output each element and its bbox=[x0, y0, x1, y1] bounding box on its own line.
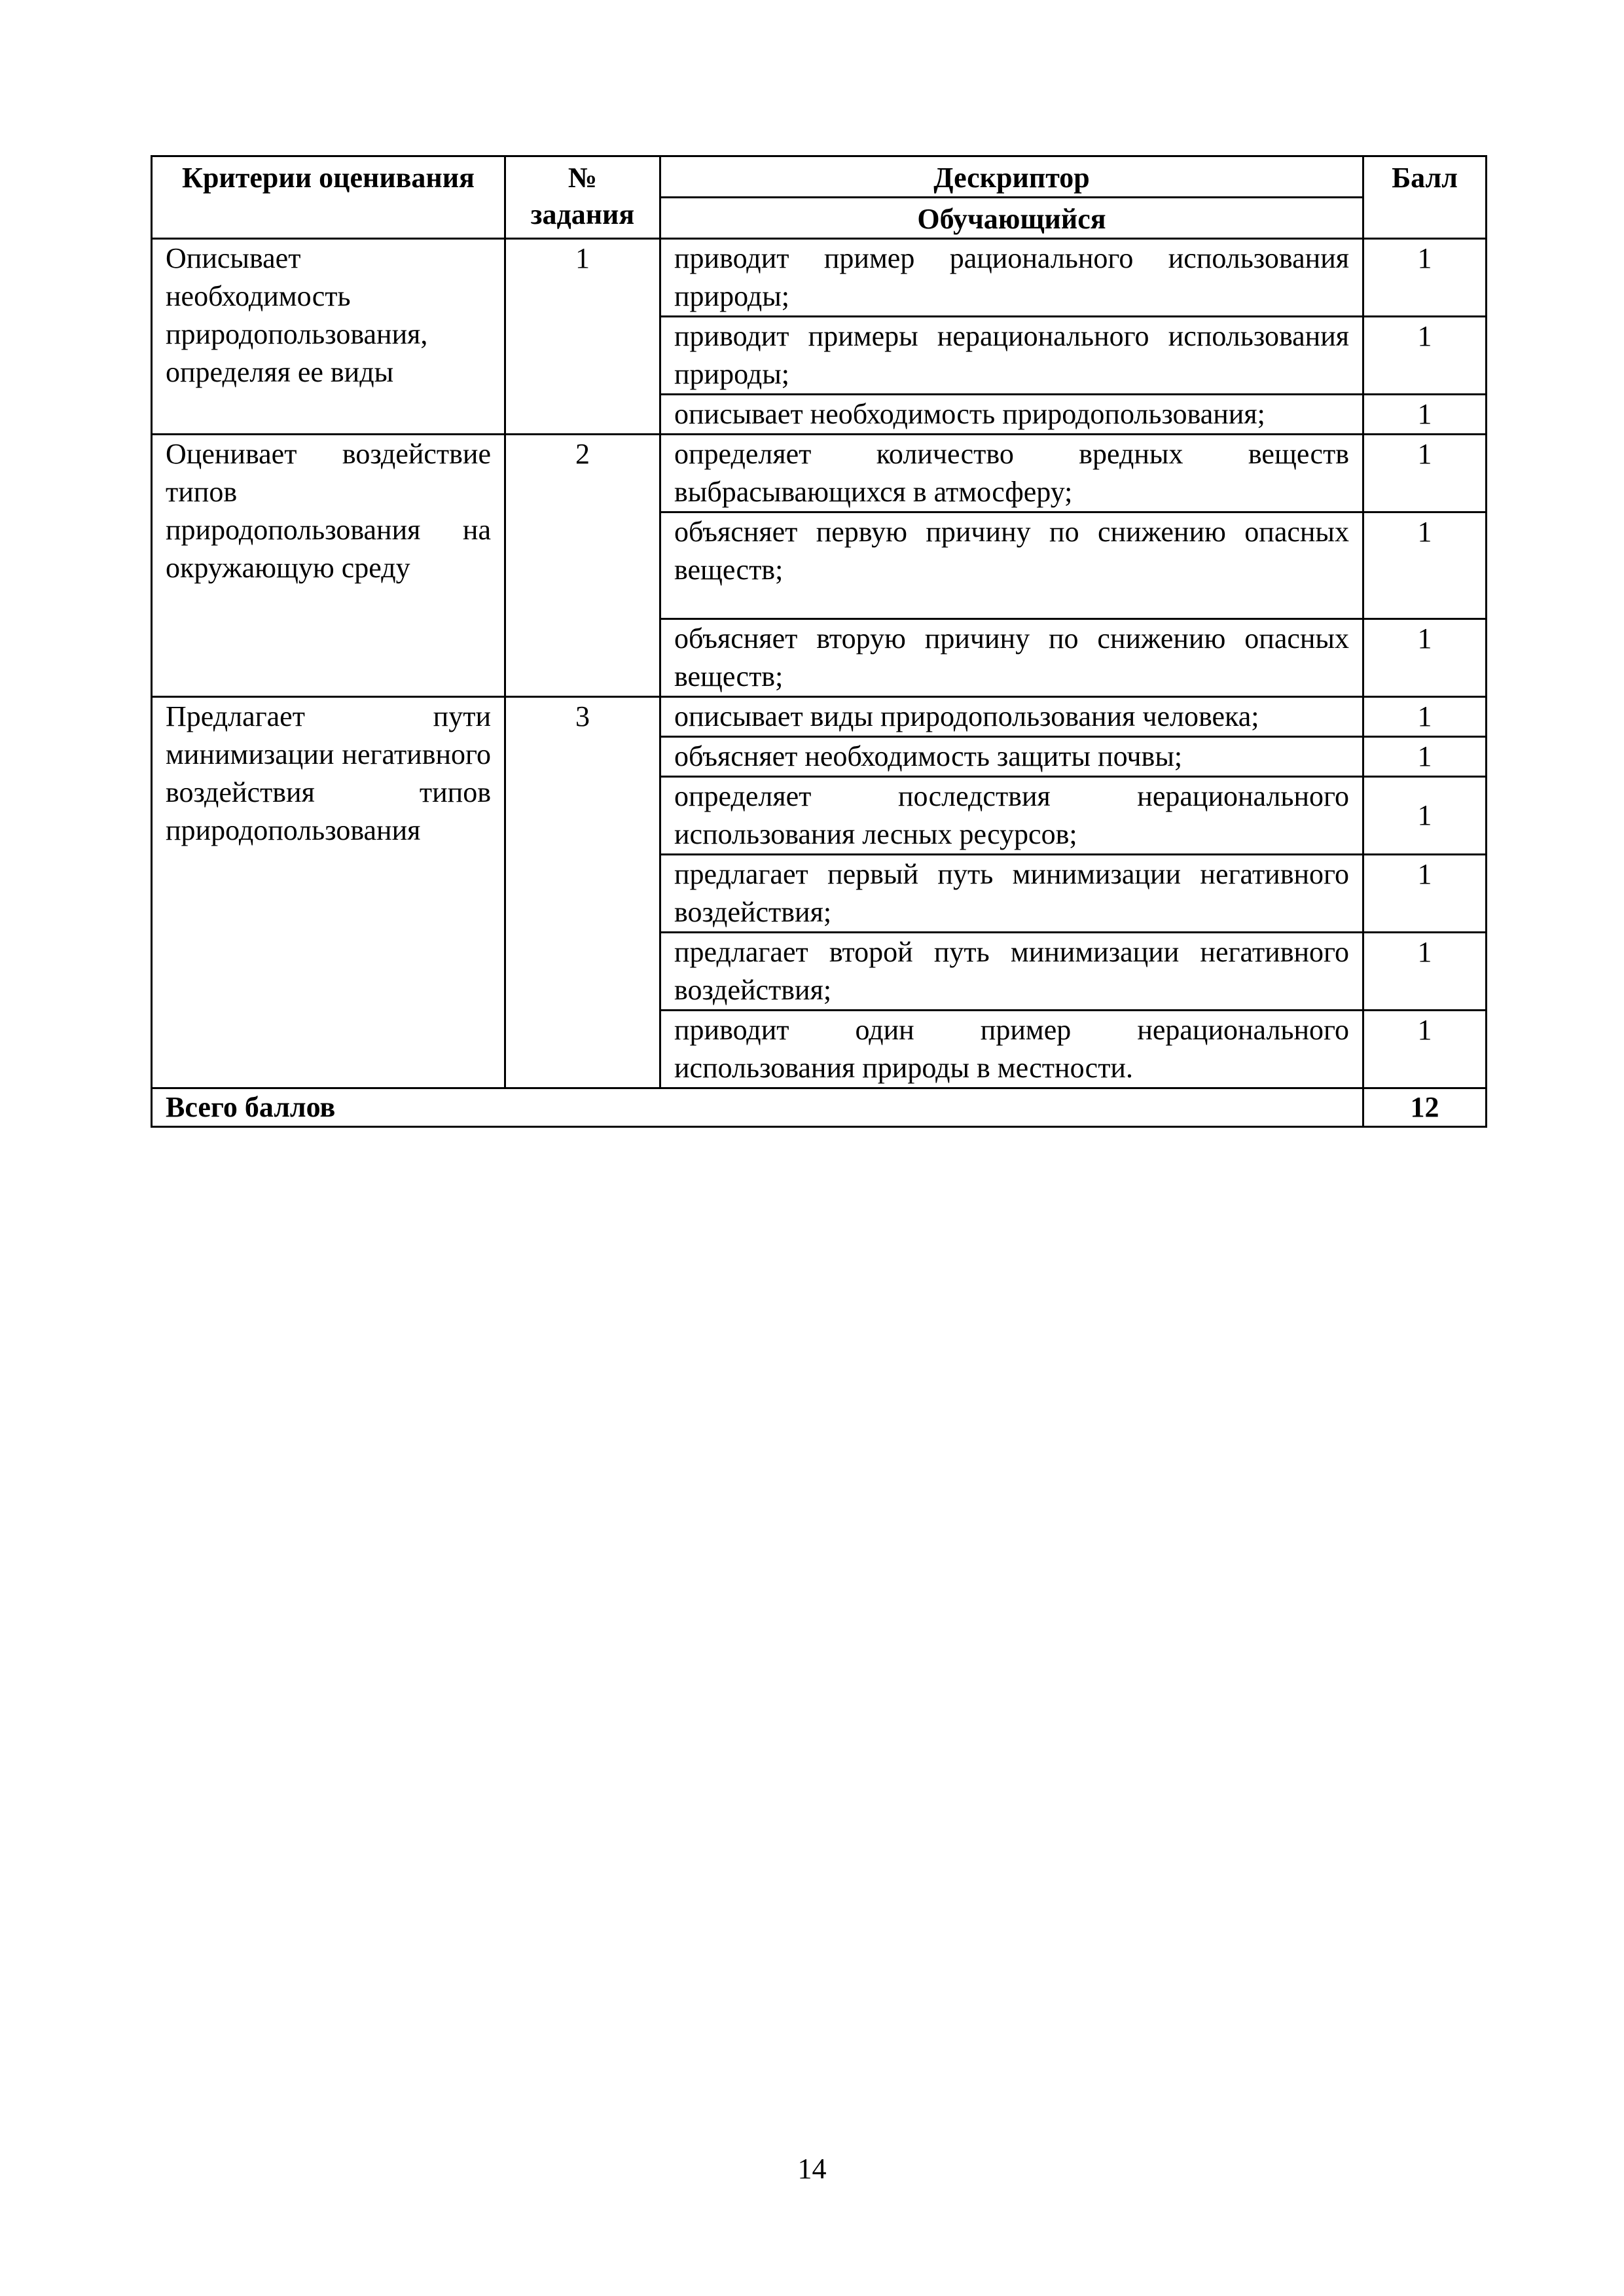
header-task-number: № задания bbox=[505, 156, 660, 239]
header-points: Балл bbox=[1363, 156, 1487, 239]
points-cell: 1 bbox=[1363, 239, 1487, 317]
header-student: Обучающийся bbox=[660, 198, 1363, 239]
table-row bbox=[152, 239, 1487, 317]
criterion-cell: Оценивает воздействие типов природопользования на окружающую среду bbox=[152, 435, 505, 697]
descriptor-cell: приводит примеры нерационального использования природы; bbox=[660, 317, 1363, 395]
header-criteria: Критерии оценивания bbox=[152, 156, 505, 239]
task-number-cell: 1 bbox=[505, 239, 660, 435]
points-cell: 1 bbox=[1363, 435, 1487, 512]
descriptor-cell: объясняет вторую причину по снижению опасных веществ; bbox=[660, 619, 1363, 697]
points-cell: 1 bbox=[1363, 512, 1487, 619]
points-cell: 1 bbox=[1363, 737, 1487, 777]
descriptor-cell: приводит пример рационального использования природы; bbox=[660, 239, 1363, 317]
table-row bbox=[152, 697, 1487, 737]
points-cell: 1 bbox=[1363, 317, 1487, 395]
table-row bbox=[152, 435, 1487, 512]
total-row bbox=[152, 1088, 1487, 1127]
table-header-row bbox=[152, 156, 1487, 198]
task-number-cell: 3 bbox=[505, 697, 660, 1088]
assessment-rubric-table bbox=[151, 155, 1487, 1128]
descriptor-cell: предлагает второй путь минимизации негативного воздействия; bbox=[660, 933, 1363, 1011]
points-cell: 1 bbox=[1363, 395, 1487, 435]
total-label: Всего баллов bbox=[152, 1088, 1363, 1127]
total-value: 12 bbox=[1363, 1088, 1487, 1127]
criterion-cell: Описывает необходимость природопользования, определяя ее виды bbox=[152, 239, 505, 435]
points-cell: 1 bbox=[1363, 619, 1487, 697]
page-number: 14 bbox=[797, 2153, 827, 2185]
points-cell: 1 bbox=[1363, 1011, 1487, 1088]
descriptor-cell: описывает необходимость природопользования; bbox=[660, 395, 1363, 435]
points-cell: 1 bbox=[1363, 777, 1487, 855]
descriptor-cell: предлагает первый путь минимизации негативного воздействия; bbox=[660, 855, 1363, 933]
task-number-cell: 2 bbox=[505, 435, 660, 697]
descriptor-cell: объясняет необходимость защиты почвы; bbox=[660, 737, 1363, 777]
descriptor-cell: определяет последствия нерационального использования лесных ресурсов; bbox=[660, 777, 1363, 855]
descriptor-cell: приводит один пример нерационального использования природы в местности. bbox=[660, 1011, 1363, 1088]
descriptor-cell: описывает виды природопользования человека; bbox=[660, 697, 1363, 737]
descriptor-cell: определяет количество вредных веществ выбрасывающихся в атмосферу; bbox=[660, 435, 1363, 512]
points-cell: 1 bbox=[1363, 933, 1487, 1011]
points-cell: 1 bbox=[1363, 855, 1487, 933]
points-cell: 1 bbox=[1363, 697, 1487, 737]
descriptor-cell: объясняет первую причину по снижению опасных веществ; bbox=[660, 512, 1363, 619]
header-descriptor: Дескриптор bbox=[660, 156, 1363, 198]
criterion-cell: Предлагает пути минимизации негативного воздействия типов природопользования bbox=[152, 697, 505, 1088]
